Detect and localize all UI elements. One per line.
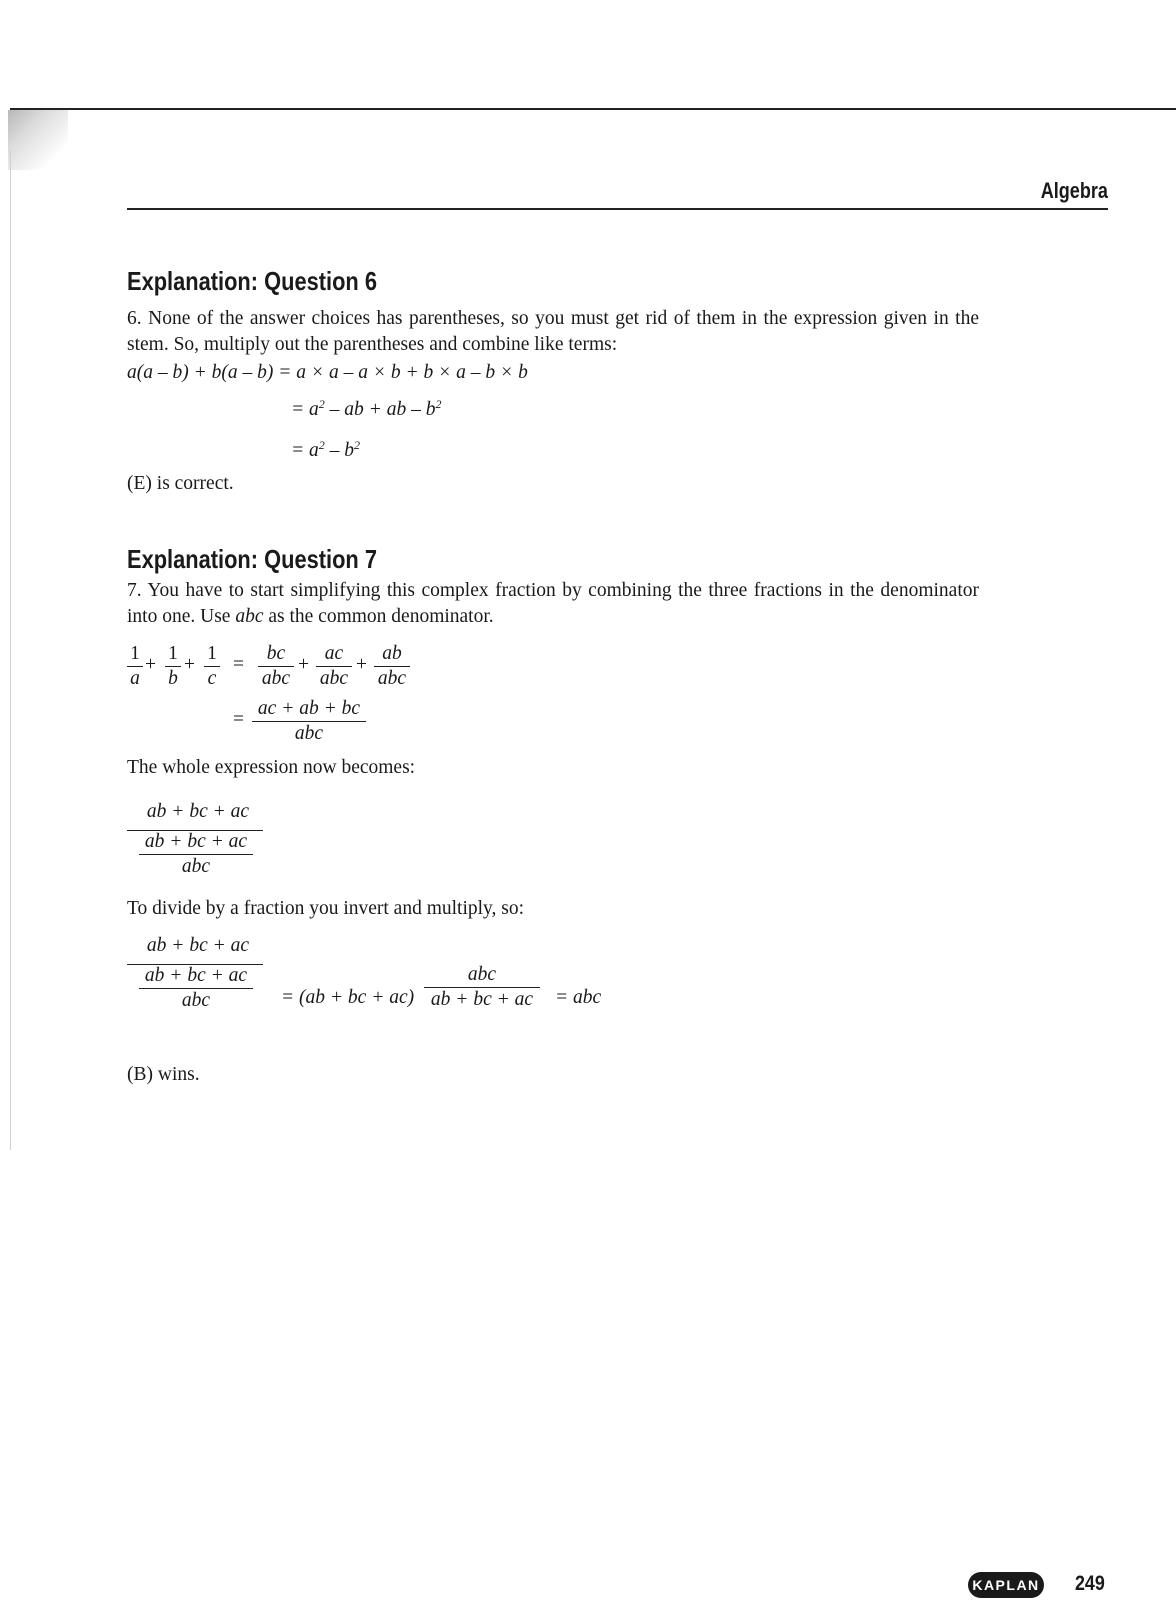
complex-numerator: ab + bc + ac: [146, 935, 250, 956]
kaplan-logo: KAPLAN: [968, 1572, 1044, 1598]
top-scan-rule: [10, 108, 1176, 110]
page-edge: [10, 150, 11, 1150]
fraction-bc-over-abc: bc abc: [258, 642, 294, 691]
plus-sign: +: [356, 654, 367, 675]
q6-heading: Explanation: Question 6: [127, 266, 377, 296]
q7-paragraph: 7. You have to start simplifying this complex fraction by combining the three fractions in the denominator into one. Use abc as the common denominator.: [127, 580, 979, 627]
fraction-1-over-a: 1 a: [127, 642, 143, 691]
q7-text-divide: To divide by a fraction you invert and multiply, so:: [127, 898, 525, 919]
q7-text-whole-expression: The whole expression now becomes:: [127, 757, 416, 778]
fraction-ac-over-abc: ac abc: [316, 642, 352, 691]
fraction-1-over-c: 1 c: [204, 642, 220, 691]
equals-sign: =: [233, 654, 244, 675]
fraction-1-over-b: 1 b: [165, 642, 181, 691]
plus-sign: +: [145, 654, 156, 675]
q7-answer: (B) wins.: [127, 1064, 200, 1085]
fraction-sum-over-abc: ac + ab + bc abc: [252, 697, 366, 746]
q6-equation-2: = $a^2$ – ab + ab – $b^2$: [291, 397, 442, 420]
page-number: 249: [1075, 1572, 1105, 1595]
q6-equation-3: = $a^2 - b^2$: [291, 438, 361, 461]
q7-heading: Explanation: Question 7: [127, 544, 377, 574]
header-rule: [127, 208, 1108, 210]
q6-answer: (E) is correct.: [127, 473, 234, 494]
plus-sign: +: [298, 654, 309, 675]
result-expression: = abc: [555, 987, 602, 1008]
complex-denominator: ab + bc + ac abc: [139, 964, 253, 1013]
scan-shadow: [8, 110, 68, 170]
complex-numerator: ab + bc + ac: [146, 801, 250, 822]
section-label: Algebra: [1040, 178, 1108, 203]
fraction-ab-over-abc: ab abc: [374, 642, 410, 691]
equals-sign: =: [233, 709, 244, 730]
multiply-expression: = (ab + bc + ac): [281, 987, 415, 1008]
complex-denominator: ab + bc + ac abc: [139, 830, 253, 879]
plus-sign: +: [184, 654, 195, 675]
q6-equation-1: a(a – b) + b(a – b) = a × a – a × b + b × a – b × b: [127, 362, 528, 383]
q6-paragraph: 6. None of the answer choices has parentheses, so you must get rid of them in the expression given in the stem. So, multiply out the parentheses and combine like terms:: [127, 308, 979, 355]
fraction-abc-over-sum: abc ab + bc + ac: [424, 963, 540, 1012]
